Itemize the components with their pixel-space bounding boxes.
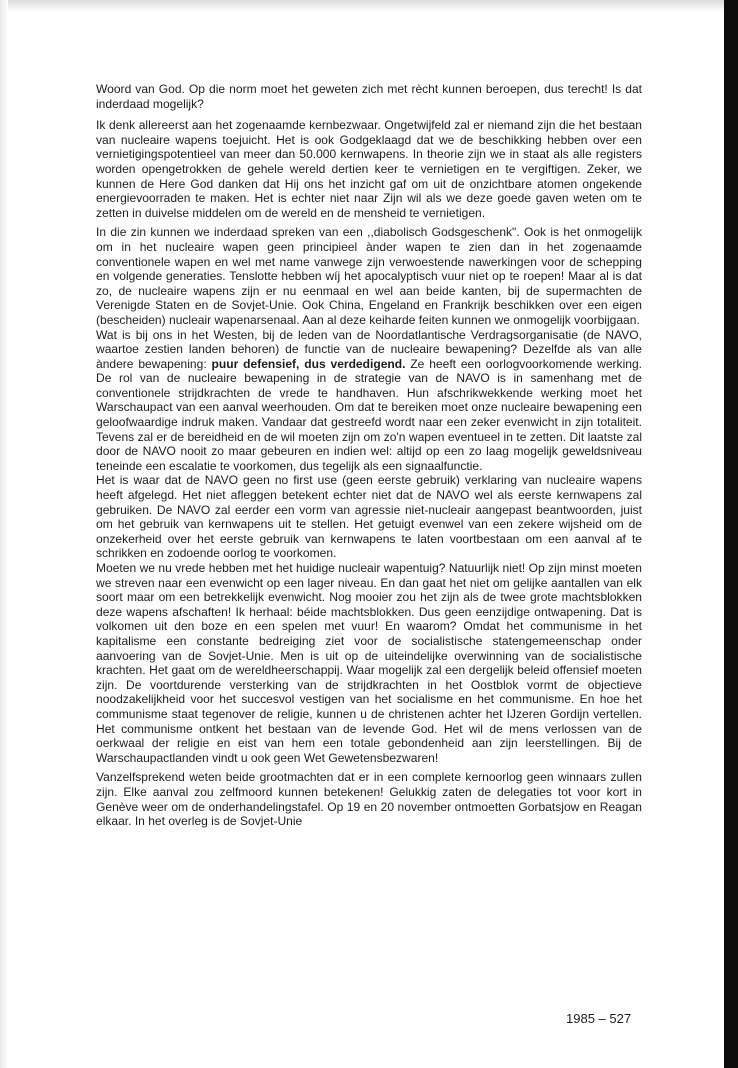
paragraph-2: Ik denk allereerst aan het zogenaamde kernbezwaar. Ongetwijfeld zal er niemand zijn die het bestaan van nucleaire wapens toejuicht. Het is ook Godgeklaagd dat we de beschikking hebben over een vernietigingspotentieel van meer dan 50.000 kernwapens. In theorie zijn we in staat als alle registers worden opengetrokken de gehele wereld dertien keer te vernietigen en te vergiftigen. Zeker, we kunnen de Here God danken dat Hij ons het inzicht gaf om uit de onzichtbare atomen ongekende energievoorraden te maken. Het is echter niet naar Zijn wil als we deze goede gaven weten om te zetten in duivelse middelen om de wereld en de mensheid te vernietigen.	[96, 118, 642, 220]
paragraph-4-text-before: Wat is bij ons in het Westen, bij de leden van de Noordatlantische Verdragsorganisatie (de NAVO, waartoe zestien landen behoren) de functie van de nucleaire bewapening? Dezelfde als van alle àndere bewapening:	[96, 327, 642, 371]
scan-left-edge	[0, 0, 8, 1068]
scan-top-shadow	[0, 0, 724, 12]
paragraph-6: Moeten we nu vrede hebben met het huidige nucleair wapentuig? Natuurlijk niet! Op zijn minst moeten we streven naar een evenwicht op een lager niveau. En dan gaat het niet om gelijke aantallen van elk soort maar om een betrekkelijk evenwicht. Nog mooier zou het zijn als de twee grote machtsblokken deze wapens afschaften! Ik herhaal: béide machtsblokken. Dus geen eenzijdige ontwapening. Dat is volkomen uit den boze en een spelen met vuur! En waarom? Omdat het communisme in het kapitalisme een constante bedreiging ziet voor de socialistische statengemeenschap onder aanvoering van de Sovjet-Unie. Men is uit op de uiteindelijke overwinning van de socialistische krachten. Het gaat om de wereldheerschappij. Waar mogelijk zal een dergelijk beleid offensief moeten zijn. De voortdurende versterking van de strijdkrachten in het Oostblok vormt de objectieve noodzakelijkheid voor het succesvol vestigen van het socialisme en het communisme. En hoe het communisme staat tegenover de religie, kunnen u de christenen achter het IJzeren Gordijn vertellen. Het communisme ontkent het bestaan van de levende God. Het wil de mens verlossen van de oerkwaal der religie en eist van hem een totale gebondenheid aan zijn leerstellingen. Bij de Warschaupactlanden vindt u ook geen Wet Gewetensbezwaren!	[96, 561, 642, 765]
paragraph-4-emphasis: puur defensief, dus verdedigend.	[211, 356, 406, 371]
scan-right-edge	[724, 0, 738, 1068]
paragraph-7: Vanzelfsprekend weten beide grootmachten dat er in een complete kernoorlog geen winnaars zullen zijn. Elke aanval zou zelfmoord kunnen betekenen! Gelukkig zaten de delegaties tot voor kort in Genève weer om de onderhandelingstafel. Op 19 en 20 november ontmoetten Gorbatsjow en Reagan elkaar. In het overleg is de Sovjet-Unie	[96, 770, 642, 829]
paragraph-4	[96, 328, 642, 474]
paragraph-1: Woord van God. Op die norm moet het geweten zich met rècht kunnen beroepen, dus terecht! Is dat inderdaad mogelijk?	[96, 82, 642, 111]
paragraph-3: In die zin kunnen we inderdaad spreken van een ,,diabolisch Godsgeschenk". Ook is het onmogelijk om in het nucleaire wapen geen principieel ànder wapen te zien dan in het zogenaamde conventionele wapen en wel met name vanwege zijn verwoestende nawerkingen voor de schepping en volgende generaties. Tenslotte hebben wíj het apocalyptisch vuur niet op te roepen! Maar al is dat zo, de nucleaire wapens zijn er nu eenmaal en wel aan beide kanten, bij de supermachten de Verenigde Staten en de Sovjet-Unie. Ook China, Engeland en Frankrijk beschikken over een eigen (bescheiden) nucleair wapenarsenaal. Aan al deze keiharde feiten kunnen we onmogelijk voorbijgaan.	[96, 225, 642, 327]
page-number: 1985 – 527	[566, 1011, 632, 1026]
article-body	[96, 82, 642, 834]
paragraph-5: Het is waar dat de NAVO geen no first use (geen eerste gebruik) verklaring van nucleaire wapens heeft afgelegd. Het niet afleggen betekent echter niet dat de NAVO wel als eerste kernwapens zal gebruiken. De NAVO zal eerder een vorm van agressie niet-nucleair aangepast beantwoorden, juist om het gebruik van kernwapens uit te stellen. Het getuigt evenwel van een zekere wijsheid om de onzekerheid over het eerste gebruik van kernwapens te laten voortbestaan om een aanval af te schrikken en zodoende oorlog te voorkomen.	[96, 473, 642, 561]
paragraph-4-text-after: Ze heeft een oorlogvoorkomende werking. De rol van de nucleaire bewapening in de strategie van de NAVO is in samenhang met de conventionele strijdkrachten de vrede te handhaven. Hun afschrikwekkende werking moet het Warschaupact van een aanval weerhouden. Om dat te bereiken moet onze nucleaire bewapening een geloofwaardige indruk maken. Vandaar dat gestreefd wordt naar een zeker evenwicht in zijn totaliteit. Tevens zal er de bereidheid en de wil moeten zijn om zo'n wapen eventueel in te zetten. Dit laatste zal door de NAVO nooit zo maar gebeuren en indien wel: altijd op een zo laag mogelijk geweldsniveau teneinde een escalatie te voorkomen, dus tegelijk als een signaalfunctie.	[96, 356, 642, 473]
